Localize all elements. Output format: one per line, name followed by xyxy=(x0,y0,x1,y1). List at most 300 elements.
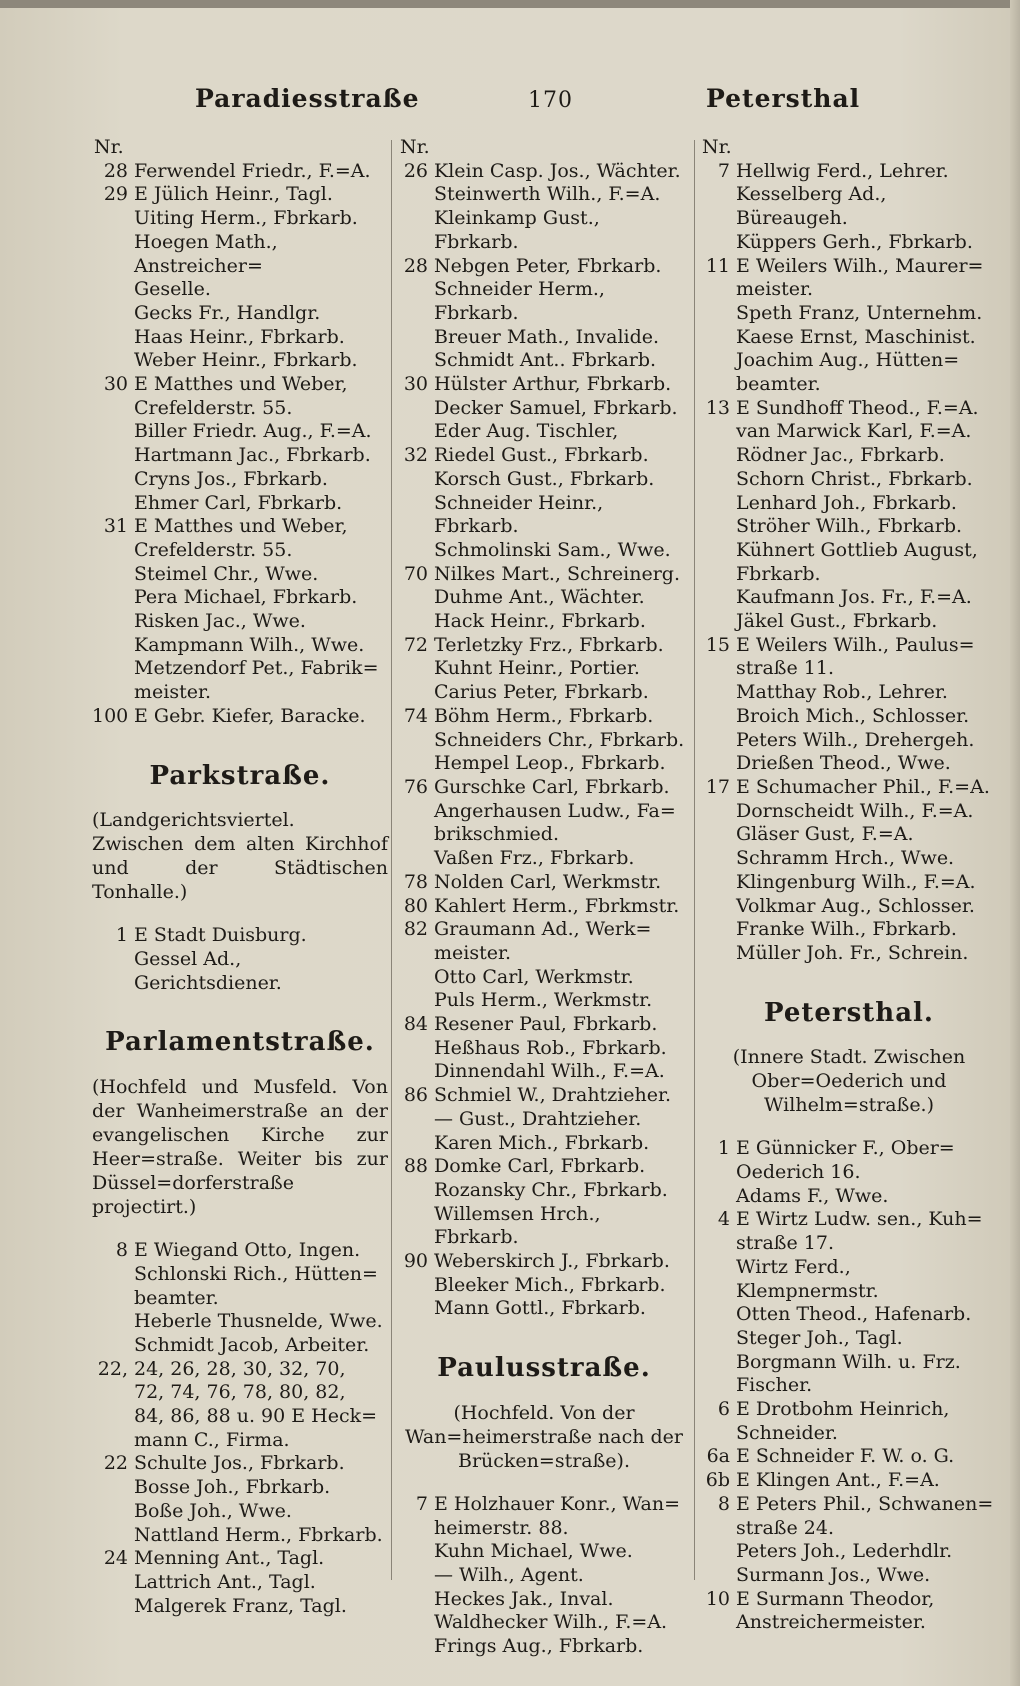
house-number xyxy=(398,397,434,421)
list-item xyxy=(700,1351,998,1398)
house-number xyxy=(92,1334,134,1358)
resident-entry: Decker Samuel, Fbrkarb. xyxy=(434,396,678,419)
list-item xyxy=(398,586,690,610)
resident-entry: Dornscheidt Wilh., F.=A. xyxy=(736,799,974,822)
list-item xyxy=(398,160,690,184)
street-description: (Innere Stadt. Zwischen Ober=Oederich und Wilhelm=straße.) xyxy=(732,1046,966,1117)
list-item xyxy=(700,1445,998,1469)
resident-entry: Menning Ant., Tagl. xyxy=(134,1547,325,1570)
list-item xyxy=(398,610,690,634)
list-item xyxy=(700,752,998,776)
list-item xyxy=(700,160,998,184)
resident-entry: E Stadt Duisburg. xyxy=(134,924,307,947)
list-item xyxy=(398,468,690,492)
list-item xyxy=(398,1635,690,1659)
list-item xyxy=(92,1358,388,1453)
list-item xyxy=(398,1493,690,1540)
list-item xyxy=(398,326,690,350)
house-number xyxy=(398,349,434,373)
nr-label: Nr. xyxy=(400,136,430,158)
house-number xyxy=(92,1476,134,1500)
house-number xyxy=(700,918,736,942)
resident-entry: E Matthes und Weber, Crefelderstr. 55. xyxy=(134,373,348,419)
resident-entry: Boße Joh., Wwe. xyxy=(134,1499,292,1522)
resident-entry: Heckes Jak., Inval. xyxy=(434,1587,614,1610)
list-item xyxy=(92,634,388,658)
list-item xyxy=(398,776,690,800)
house-number: 17 xyxy=(705,775,730,798)
list-item xyxy=(398,657,690,681)
house-number xyxy=(92,1310,134,1334)
house-number xyxy=(398,207,434,254)
page-edge xyxy=(1010,0,1020,1686)
list-item xyxy=(700,918,998,942)
resident-entry: Kuhn Michael, Wwe. xyxy=(434,1540,633,1563)
list-item xyxy=(92,207,388,231)
house-number xyxy=(700,942,736,966)
list-item xyxy=(398,492,690,539)
list-item xyxy=(398,1203,690,1250)
house-number xyxy=(398,752,434,776)
house-number xyxy=(398,492,434,539)
house-number xyxy=(398,847,434,871)
resident-entry: Klein Casp. Jos., Wächter. xyxy=(434,159,681,182)
list-item xyxy=(700,800,998,824)
list-item xyxy=(398,752,690,776)
resident-entry: Pera Michael, Fbrkarb. xyxy=(134,586,358,609)
resident-entry: Schneider Herm., Fbrkarb. xyxy=(434,278,605,324)
resident-entry: Peters Wilh., Drehergeh. xyxy=(736,728,975,751)
house-number: 28 xyxy=(403,254,428,277)
house-number xyxy=(92,1500,134,1524)
list-item xyxy=(700,1493,998,1540)
resident-entry: Heßhaus Rob., Fbrkarb. xyxy=(434,1036,667,1059)
house-number xyxy=(398,1635,434,1659)
house-number xyxy=(700,705,736,729)
house-number: 31 xyxy=(103,515,128,538)
entry-list xyxy=(398,160,690,1321)
house-number: 1 xyxy=(115,924,128,947)
house-number xyxy=(700,326,736,350)
list-item xyxy=(700,1327,998,1351)
list-item xyxy=(700,729,998,753)
resident-entry: E Peters Phil., Schwanen= straße 24. xyxy=(736,1492,994,1539)
street-description: (Hochfeld. Von der Wan=heimerstraße nach der Brücken=straße). xyxy=(404,1401,683,1472)
resident-entry: Klingenburg Wilh., F.=A. xyxy=(736,870,976,893)
list-item xyxy=(398,989,690,1013)
resident-entry: 24, 26, 28, 30, 32, 70, 72, 74, 76, 78, 80, 82, 84, 86, 88 u. 90 E Heck= mann C., Firma. xyxy=(134,1357,378,1451)
list-item xyxy=(92,586,388,610)
list-item xyxy=(398,444,690,468)
resident-entry: Hoegen Math., Anstreicher= Geselle. xyxy=(134,230,278,301)
house-number: 32 xyxy=(403,444,428,467)
list-item xyxy=(92,1334,388,1358)
resident-entry: Vaßen Frz., Fbrkarb. xyxy=(434,847,635,870)
house-number: 13 xyxy=(705,396,730,419)
resident-entry: Lenhard Joh., Fbrkarb. xyxy=(736,491,957,514)
house-number xyxy=(700,1351,736,1398)
entry-list xyxy=(398,1493,690,1659)
resident-entry: E Holzhauer Konr., Wan= heimerstr. 88. xyxy=(434,1492,681,1539)
house-number xyxy=(700,444,736,468)
list-item xyxy=(92,1571,388,1595)
house-number xyxy=(398,610,434,634)
list-item xyxy=(398,1013,690,1037)
resident-entry: Schmiel W., Drahtzieher. xyxy=(434,1084,672,1107)
house-number xyxy=(398,1611,434,1635)
house-number: 30 xyxy=(103,373,128,396)
resident-entry: Hack Heinr., Fbrkarb. xyxy=(434,610,646,633)
house-number: 22, xyxy=(97,1357,128,1380)
list-item xyxy=(398,800,690,847)
resident-entry: Joachim Aug., Hütten= beamter. xyxy=(736,349,960,396)
column-1 xyxy=(92,136,388,1618)
entry-list xyxy=(700,1137,998,1635)
column-divider xyxy=(391,140,392,1580)
house-number xyxy=(92,1571,134,1595)
list-item xyxy=(92,444,388,468)
house-number xyxy=(398,1297,434,1321)
resident-entry: Otten Theod., Hafenarb. xyxy=(736,1303,972,1326)
list-item xyxy=(700,942,998,966)
house-number: 15 xyxy=(705,633,730,656)
list-item xyxy=(398,1250,690,1274)
list-item xyxy=(398,871,690,895)
list-item xyxy=(92,948,388,995)
resident-entry: Malgerek Franz, Tagl. xyxy=(134,1594,347,1617)
resident-entry: Ströher Wilh., Fbrkarb. xyxy=(736,515,963,538)
resident-entry: Willemsen Hrch., Fbrkarb. xyxy=(434,1202,601,1249)
house-number xyxy=(92,586,134,610)
resident-entry: Steinwerth Wilh., F.=A. xyxy=(434,183,661,206)
nr-label: Nr. xyxy=(94,136,124,158)
house-number xyxy=(92,657,134,704)
resident-entry: E Matthes und Weber, Crefelderstr. 55. xyxy=(134,515,348,561)
house-number xyxy=(398,729,434,753)
entry-list xyxy=(92,1239,388,1618)
house-number xyxy=(398,966,434,990)
list-item xyxy=(92,705,388,729)
list-item xyxy=(398,183,690,207)
list-item xyxy=(398,1588,690,1612)
resident-entry: Gecks Fr., Handlgr. xyxy=(134,301,321,324)
list-item xyxy=(700,871,998,895)
list-item xyxy=(700,610,998,634)
resident-entry: Bosse Joh., Fbrkarb. xyxy=(134,1476,331,1499)
list-item xyxy=(398,705,690,729)
resident-entry: Schorn Christ., Fbrkarb. xyxy=(736,467,973,490)
house-number xyxy=(92,948,134,995)
list-item xyxy=(700,468,998,492)
list-item xyxy=(398,681,690,705)
house-number xyxy=(700,1185,736,1209)
resident-entry: Ferwendel Friedr., F.=A. xyxy=(134,159,371,182)
house-number xyxy=(398,278,434,325)
resident-entry: Matthay Rob., Lehrer. xyxy=(736,681,948,704)
list-item xyxy=(92,1500,388,1524)
list-item xyxy=(700,1588,998,1635)
house-number xyxy=(92,420,134,444)
house-number: 88 xyxy=(403,1155,428,1178)
resident-entry: Nilkes Mart., Schreinerg. xyxy=(434,562,681,585)
street-title-parlamentstrasse: Parlamentstraße. xyxy=(105,1027,375,1058)
resident-entry: Eder Aug. Tischler, xyxy=(434,420,619,443)
list-item xyxy=(700,255,998,302)
house-number xyxy=(398,657,434,681)
house-number xyxy=(700,349,736,396)
street-title-petersthal: Petersthal. xyxy=(764,997,934,1028)
list-item xyxy=(700,586,998,610)
resident-entry: Steimel Chr., Wwe. xyxy=(134,562,319,585)
house-number xyxy=(700,610,736,634)
resident-entry: Biller Friedr. Aug., F.=A. xyxy=(134,420,372,443)
list-item xyxy=(700,515,998,539)
house-number xyxy=(398,1588,434,1612)
resident-entry: E Surmann Theodor, Anstreichermeister. xyxy=(736,1587,935,1634)
resident-entry: Franke Wilh., Fbrkarb. xyxy=(736,918,957,941)
house-number xyxy=(398,1203,434,1250)
resident-entry: Otto Carl, Werkmstr. xyxy=(434,965,634,988)
running-header-left: Paradiesstraße xyxy=(195,84,420,113)
list-item xyxy=(92,1263,388,1310)
list-item xyxy=(398,1060,690,1084)
house-number: 72 xyxy=(403,633,428,656)
resident-entry: E Wiegand Otto, Ingen. xyxy=(134,1239,361,1262)
list-item xyxy=(398,1037,690,1061)
list-item xyxy=(700,444,998,468)
house-number: 78 xyxy=(403,870,428,893)
resident-entry: Karen Mich., Fbrkarb. xyxy=(434,1131,650,1154)
resident-entry: E Drotbohm Heinrich, Schneider. xyxy=(736,1398,950,1444)
list-item xyxy=(92,1524,388,1548)
house-number: 80 xyxy=(403,894,428,917)
nr-label: Nr. xyxy=(702,136,732,158)
resident-entry: Risken Jac., Wwe. xyxy=(134,610,306,633)
house-number xyxy=(700,586,736,610)
house-number xyxy=(92,207,134,231)
house-number: 7 xyxy=(415,1492,428,1515)
house-number xyxy=(398,183,434,207)
resident-entry: Lattrich Ant., Tagl. xyxy=(134,1570,316,1593)
house-number xyxy=(398,1274,434,1298)
column-divider xyxy=(694,140,695,1580)
house-number xyxy=(398,326,434,350)
house-number xyxy=(92,563,134,587)
column-3 xyxy=(700,136,998,1635)
list-item xyxy=(92,1476,388,1500)
list-item xyxy=(700,326,998,350)
list-item xyxy=(398,1274,690,1298)
list-item xyxy=(398,1297,690,1321)
list-item xyxy=(700,1303,998,1327)
list-item xyxy=(398,1564,690,1588)
resident-entry: Ehmer Carl, Fbrkarb. xyxy=(134,491,343,514)
resident-entry: Metzendorf Pet., Fabrik= meister. xyxy=(134,657,379,704)
house-number xyxy=(398,1108,434,1132)
resident-entry: Cryns Jos., Fbrkarb. xyxy=(134,467,328,490)
house-number xyxy=(92,326,134,350)
list-item xyxy=(398,278,690,325)
house-number: 8 xyxy=(115,1239,128,1262)
resident-entry: Schneiders Chr., Fbrkarb. xyxy=(434,728,685,751)
resident-entry: Gläser Gust, F.=A. xyxy=(736,823,914,846)
resident-entry: Adams F., Wwe. xyxy=(736,1184,889,1207)
house-number: 86 xyxy=(403,1084,428,1107)
resident-entry: Weberskirch J., Fbrkarb. xyxy=(434,1250,670,1273)
resident-entry: Schmolinski Sam., Wwe. xyxy=(434,538,671,561)
resident-entry: E Schneider F. W. o. G. xyxy=(736,1445,955,1468)
list-item xyxy=(92,231,388,302)
resident-entry: Nattland Herm., Fbrkarb. xyxy=(134,1523,383,1546)
resident-entry: — Wilh., Agent. xyxy=(434,1563,584,1586)
page-number: 170 xyxy=(528,88,573,113)
street-description: (Landgerichtsviertel. Zwischen dem alten Kirchhof und der Städtischen Tonhalle.) xyxy=(92,809,388,904)
list-item xyxy=(398,1108,690,1132)
resident-entry: Peters Joh., Lederhdlr. xyxy=(736,1540,953,1563)
resident-entry: Gessel Ad., Gerichtsdiener. xyxy=(134,947,282,994)
house-number xyxy=(398,1564,434,1588)
house-number xyxy=(700,515,736,539)
resident-entry: Gurschke Carl, Fbrkarb. xyxy=(434,775,670,798)
resident-entry: Bleeker Mich., Fbrkarb. xyxy=(434,1273,666,1296)
list-item xyxy=(398,1132,690,1156)
list-item xyxy=(700,231,998,255)
house-number xyxy=(700,302,736,326)
resident-entry: Weber Heinr., Fbrkarb. xyxy=(134,349,358,372)
list-item xyxy=(700,1564,998,1588)
resident-entry: E Günnicker F., Ober= Oederich 16. xyxy=(736,1137,955,1184)
list-item xyxy=(92,1452,388,1476)
resident-entry: E Schumacher Phil., F.=A. xyxy=(736,775,990,798)
house-number xyxy=(700,823,736,847)
house-number xyxy=(92,492,134,516)
resident-entry: Duhme Ant., Wächter. xyxy=(434,586,645,609)
house-number: 7 xyxy=(717,159,730,182)
house-number: 28 xyxy=(103,159,128,182)
house-number xyxy=(92,1595,134,1619)
resident-entry: Rozansky Chr., Fbrkarb. xyxy=(434,1178,668,1201)
resident-entry: Waldhecker Wilh., F.=A. xyxy=(434,1611,668,1634)
house-number: 26 xyxy=(403,159,428,182)
resident-entry: Müller Joh. Fr., Schrein. xyxy=(736,941,969,964)
list-item xyxy=(700,1185,998,1209)
resident-entry: Drießen Theod., Wwe. xyxy=(736,752,951,775)
resident-entry: Kaufmann Jos. Fr., F.=A. xyxy=(736,586,972,609)
street-title-paulusstrasse: Paulusstraße. xyxy=(437,1353,651,1384)
house-number xyxy=(92,444,134,468)
resident-entry: Surmann Jos., Wwe. xyxy=(736,1563,931,1586)
list-item xyxy=(700,1208,998,1255)
house-number xyxy=(700,183,736,230)
house-number xyxy=(398,800,434,847)
house-number: 100 xyxy=(92,704,129,727)
resident-entry: Riedel Gust., Fbrkarb. xyxy=(434,444,649,467)
list-item xyxy=(398,918,690,965)
list-item xyxy=(700,397,998,421)
entry-list xyxy=(92,160,388,729)
list-item xyxy=(398,349,690,373)
list-item xyxy=(92,1310,388,1334)
resident-entry: Böhm Herm., Fbrkarb. xyxy=(434,704,654,727)
list-item xyxy=(700,349,998,396)
resident-entry: Kaese Ernst, Maschinist. xyxy=(736,325,976,348)
house-number: 70 xyxy=(403,562,428,585)
house-number xyxy=(700,468,736,492)
list-item xyxy=(398,1155,690,1179)
list-item xyxy=(92,1239,388,1263)
resident-entry: Broich Mich., Schlosser. xyxy=(736,704,970,727)
street-title-parkstrasse: Parkstraße. xyxy=(149,760,331,791)
resident-entry: Haas Heinr., Fbrkarb. xyxy=(134,325,345,348)
list-item xyxy=(700,681,998,705)
house-number xyxy=(700,1564,736,1588)
list-item xyxy=(92,349,388,373)
resident-entry: E Weilers Wilh., Maurer= meister. xyxy=(736,254,984,301)
house-number: 10 xyxy=(705,1587,730,1610)
resident-entry: Borgmann Wilh. u. Frz. Fischer. xyxy=(736,1350,961,1397)
resident-entry: E Gebr. Kiefer, Baracke. xyxy=(134,704,366,727)
list-item xyxy=(398,634,690,658)
running-header-right: Petersthal xyxy=(706,84,861,113)
resident-entry: Kleinkamp Gust., Fbrkarb. xyxy=(434,207,600,253)
house-number: 74 xyxy=(403,704,428,727)
street-description: (Hochfeld und Musfeld. Von der Wanheimerstraße an der evangelischen Kirche zur Heer=straße. Weiter bis zur Düssel=dorferstraße projectirt.) xyxy=(92,1076,388,1219)
resident-entry: Hartmann Jac., Fbrkarb. xyxy=(134,444,371,467)
list-item xyxy=(398,1540,690,1564)
resident-entry: Korsch Gust., Fbrkarb. xyxy=(434,467,655,490)
resident-entry: Rödner Jac., Fbrkarb. xyxy=(736,444,945,467)
resident-entry: Schramm Hrch., Wwe. xyxy=(736,847,955,870)
resident-entry: Schulte Jos., Fbrkarb. xyxy=(134,1452,345,1475)
house-number: 22 xyxy=(103,1452,128,1475)
resident-entry: Kahlert Herm., Fbrkmstr. xyxy=(434,894,680,917)
list-item xyxy=(398,1179,690,1203)
house-number: 24 xyxy=(103,1547,128,1570)
list-item xyxy=(700,539,998,586)
house-number xyxy=(700,752,736,776)
resident-entry: Domke Carl, Fbrkarb. xyxy=(434,1155,646,1178)
list-item xyxy=(700,1398,998,1445)
house-number xyxy=(700,681,736,705)
list-item xyxy=(92,657,388,704)
resident-entry: Kühnert Gottlieb August, Fbrkarb. xyxy=(736,538,978,585)
list-item xyxy=(398,1611,690,1635)
resident-entry: E Weilers Wilh., Paulus= straße 11. xyxy=(736,633,975,680)
resident-entry: Nolden Carl, Werkmstr. xyxy=(434,870,662,893)
list-item xyxy=(398,420,690,444)
resident-entry: Wirtz Ferd., Klempnermstr. xyxy=(736,1255,879,1302)
house-number: 29 xyxy=(103,183,128,206)
resident-entry: Schlonski Rich., Hütten= beamter. xyxy=(134,1262,378,1309)
list-item xyxy=(700,302,998,326)
resident-entry: Steger Joh., Tagl. xyxy=(736,1326,903,1349)
house-number: 90 xyxy=(403,1250,428,1273)
resident-entry: Kuhnt Heinr., Portier. xyxy=(434,657,640,680)
house-number: 6a xyxy=(706,1445,730,1468)
list-item xyxy=(700,183,998,230)
house-number xyxy=(398,1037,434,1061)
resident-entry: van Marwick Karl, F.=A. xyxy=(736,420,972,443)
resident-entry: Frings Aug., Fbrkarb. xyxy=(434,1635,644,1658)
house-number xyxy=(398,468,434,492)
resident-entry: Jäkel Gust., Fbrkarb. xyxy=(736,610,938,633)
list-item xyxy=(700,776,998,800)
house-number: 1 xyxy=(717,1137,730,1160)
house-number: 76 xyxy=(403,775,428,798)
house-number xyxy=(700,800,736,824)
list-item xyxy=(700,492,998,516)
house-number xyxy=(700,420,736,444)
